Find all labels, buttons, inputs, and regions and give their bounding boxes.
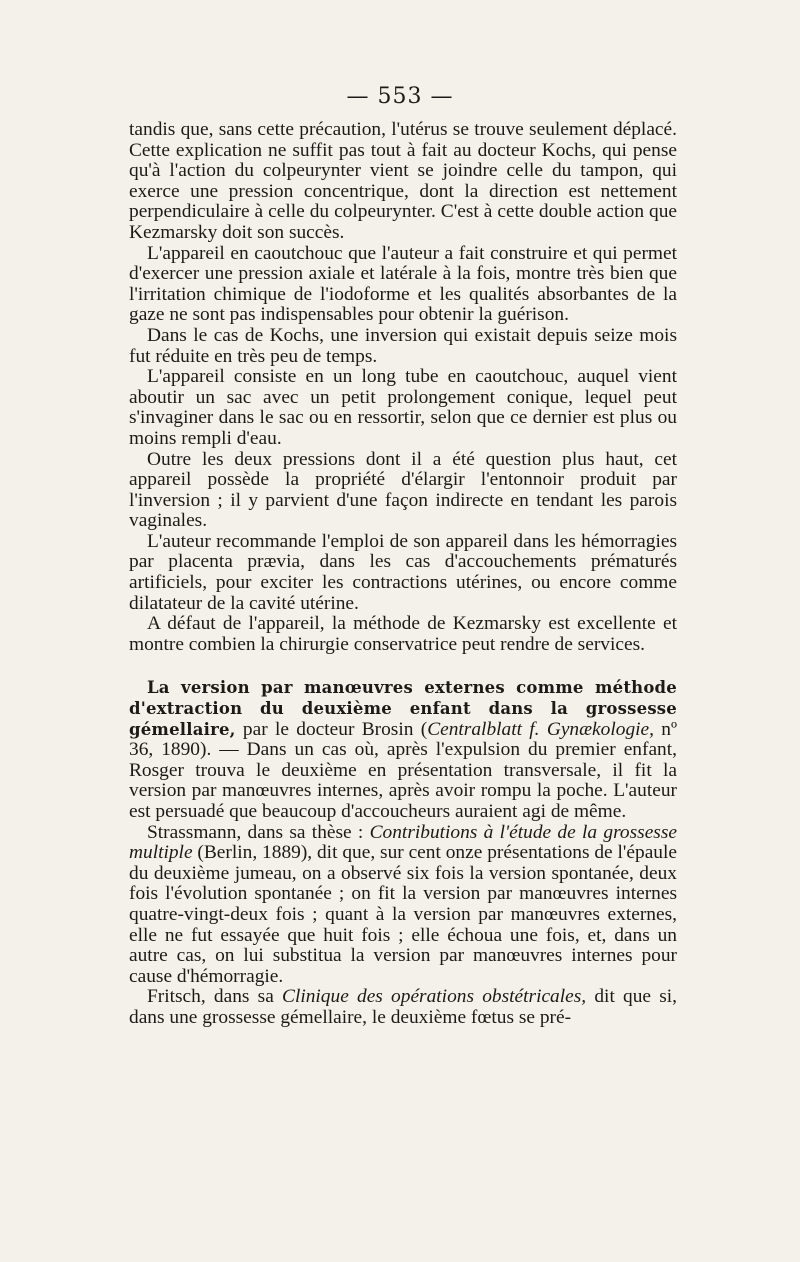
strassmann-start: Strassmann, dans sa thèse : <box>147 821 370 843</box>
paragraph-kochs-case: Dans le cas de Kochs, une inversion qui existait depuis seize mois fut réduite en très peu de temps. <box>129 324 677 367</box>
section-gap <box>129 655 677 678</box>
paragraph-recommendation: L'auteur recommande l'emploi de son appareil dans les hémorragies par placenta prævia, dans les cas d'accouchements prématurés artificiels, pour exciter les contractions utérines, ou encore comme dilatateur de la cavité utérine. <box>129 530 677 614</box>
thesis-title: Contributions à l'étude de la grossesse multiple <box>129 821 677 864</box>
section-title: La version par manœuvres externes comme méthode d'extraction du deuxième enfant dans la grossesse gémellaire, <box>129 678 677 739</box>
page-number: — 553 — <box>346 84 454 109</box>
section-author: par le docteur Brosin ( <box>235 718 428 740</box>
strassmann-rest: (Berlin, 1889), dit que, sur cent onze présentations de l'épaule du deuxième jumeau, on a observé six fois la version spontanée, deux fois l'évolution spontanée ; on fit la version par manœuvres internes quatre-vingt-deux fois ; quant à la version par manœuvres externes, elle ne fut essayée que huit fois ; elle échoua une fois, et, dans un autre cas, on lui substitua la version par manœuvres internes pour cause d'hémorragie. <box>129 842 677 987</box>
text-column <box>129 120 677 1029</box>
paragraph-fritsch <box>129 987 677 1028</box>
paragraph-apparatus: L'appareil en caoutchouc que l'auteur a fait construire et qui permet d'exercer une pression axiale et latérale à la fois, montre très bien que l'irritation chimique de l'iodoforme et les qualités absorbantes de la gaze ne sont pas indispensables pour obtenir la guérison. <box>129 242 677 326</box>
journal-citation: Centralblatt f. Gynækologie, <box>427 718 654 740</box>
paragraph-pressures: Outre les deux pressions dont il a été question plus haut, cet appareil possède la propriété d'élargir l'entonnoir produit par l'inversion ; il y parvient d'une façon indirecte en tendant les parois vaginales. <box>129 448 677 532</box>
fritsch-rest: dit que si, dans une grossesse gémellaire, le deuxième fœtus se pré- <box>129 986 678 1028</box>
section-citation-tail: nº 36, 1890). — Dans un cas où, après l'expulsion du premier enfant, Rosger trouva le deuxième en présentation transversale, il fit la version par manœuvres internes, après avoir rompu la poche. L'auteur est persuadé que beaucoup d'accoucheurs auraient agi de même. <box>129 718 677 822</box>
fritsch-book-title: Clinique des opérations obstétricales, <box>282 986 587 1008</box>
paragraph-continuation: tandis que, sans cette précaution, l'utérus se trouve seulement déplacé. Cette explication ne suffit pas tout à fait au docteur Kochs, qui pense qu'à l'action du colpeurynter vient se joindre celle du tampon, qui exerce une pression concentrique, dont la direction est nettement perpendiculaire à celle du colpeurynter. C'est à cette double action que Kezmarsky doit son succès. <box>129 119 677 243</box>
paragraph-apparatus-description: L'appareil consiste en un long tube en caoutchouc, auquel vient aboutir un sac avec un petit prolongement conique, lequel peut s'invaginer dans le sac ou en ressortir, selon que ce dernier est plus ou moins rempli d'eau. <box>129 366 677 449</box>
paragraph-strassmann <box>129 823 677 988</box>
paragraph-kezmarsky-method: A défaut de l'appareil, la méthode de Kezmarsky est excellente et montre combien la chirurgie conservatrice peut rendre de services. <box>129 613 677 655</box>
section-intro-paragraph <box>129 678 677 822</box>
fritsch-start: Fritsch, dans sa <box>147 986 283 1008</box>
